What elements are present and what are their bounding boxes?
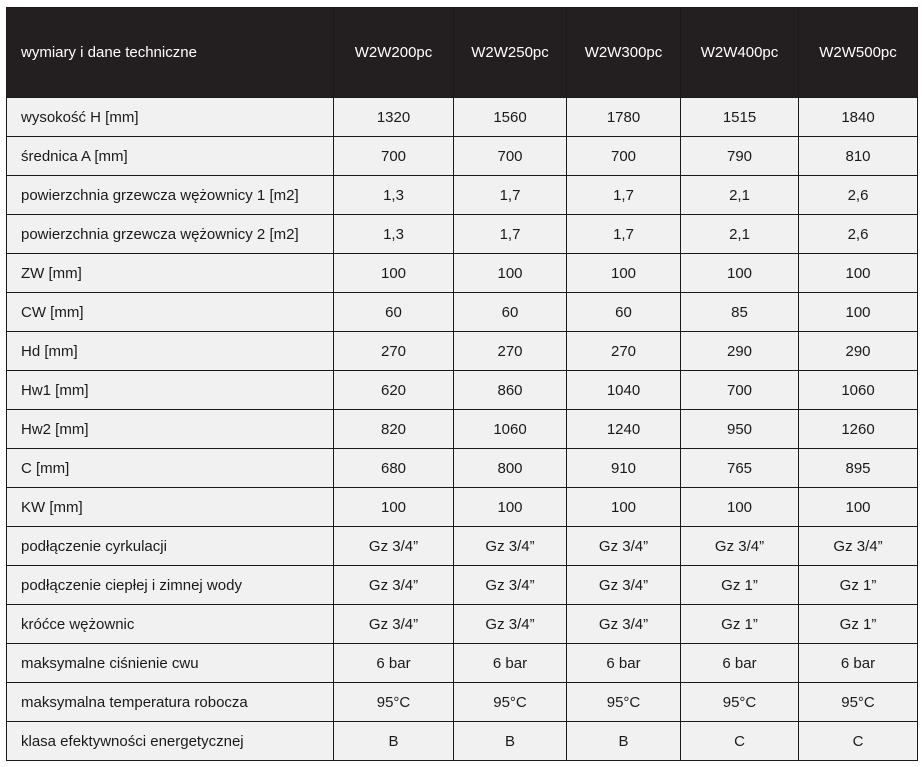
table-cell: 950 (681, 410, 799, 449)
table-cell: 1,7 (454, 176, 567, 215)
table-cell: 100 (799, 488, 918, 527)
header-model: W2W500pc (799, 8, 918, 98)
table-cell: 700 (334, 137, 454, 176)
table-row (7, 137, 918, 176)
table-cell: 2,1 (681, 176, 799, 215)
header-model: W2W300pc (567, 8, 681, 98)
table-cell: 6 bar (334, 644, 454, 683)
table-row (7, 98, 918, 137)
table-cell: 1060 (454, 410, 567, 449)
table-cell: 1,7 (567, 215, 681, 254)
header-model: W2W250pc (454, 8, 567, 98)
table-cell: 1,3 (334, 215, 454, 254)
table-cell: 100 (454, 254, 567, 293)
table-cell: 60 (334, 293, 454, 332)
table-cell: C (799, 722, 918, 761)
table-cell: B (334, 722, 454, 761)
table-row (7, 722, 918, 761)
table-cell: 700 (567, 137, 681, 176)
table-cell: 60 (454, 293, 567, 332)
table-cell: Gz 3/4” (454, 527, 567, 566)
table-cell: 1515 (681, 98, 799, 137)
table-cell: Gz 3/4” (334, 566, 454, 605)
table-cell: 95°C (334, 683, 454, 722)
spec-table (6, 7, 918, 761)
table-cell: 6 bar (799, 644, 918, 683)
table-cell: 2,6 (799, 215, 918, 254)
table-cell: Gz 3/4” (567, 605, 681, 644)
table-cell: 1,7 (454, 215, 567, 254)
table-cell: Gz 1” (681, 566, 799, 605)
row-label: wysokość H [mm] (7, 98, 334, 137)
table-row (7, 488, 918, 527)
table-row (7, 215, 918, 254)
table-cell: C (681, 722, 799, 761)
table-cell: Gz 1” (681, 605, 799, 644)
table-cell: 100 (681, 488, 799, 527)
table-cell: 270 (567, 332, 681, 371)
table-cell: 1780 (567, 98, 681, 137)
row-label: podłączenie cyrkulacji (7, 527, 334, 566)
table-cell: 620 (334, 371, 454, 410)
header-model: W2W200pc (334, 8, 454, 98)
row-label: maksymalne ciśnienie cwu (7, 644, 334, 683)
table-cell: 95°C (681, 683, 799, 722)
table-cell: Gz 1” (799, 605, 918, 644)
table-cell: 100 (567, 488, 681, 527)
table-cell: 95°C (567, 683, 681, 722)
row-label: Hw1 [mm] (7, 371, 334, 410)
row-label: powierzchnia grzewcza wężownicy 2 [m2] (7, 215, 334, 254)
table-cell: Gz 3/4” (567, 527, 681, 566)
table-cell: 910 (567, 449, 681, 488)
table-row (7, 605, 918, 644)
table-cell: 290 (799, 332, 918, 371)
row-label: ZW [mm] (7, 254, 334, 293)
table-body (7, 98, 918, 761)
table-cell: 100 (334, 254, 454, 293)
table-row (7, 566, 918, 605)
table-cell: 2,1 (681, 215, 799, 254)
table-cell: 790 (681, 137, 799, 176)
table-cell: 1,3 (334, 176, 454, 215)
row-label: średnica A [mm] (7, 137, 334, 176)
table-cell: Gz 3/4” (681, 527, 799, 566)
row-label: Hw2 [mm] (7, 410, 334, 449)
row-label: klasa efektywności energetycznej (7, 722, 334, 761)
table-cell: 6 bar (681, 644, 799, 683)
row-label: Hd [mm] (7, 332, 334, 371)
table-cell: 100 (454, 488, 567, 527)
table-cell: 1840 (799, 98, 918, 137)
table-cell: Gz 3/4” (334, 605, 454, 644)
table-cell: 860 (454, 371, 567, 410)
table-cell: 1240 (567, 410, 681, 449)
table-cell: 1060 (799, 371, 918, 410)
table-cell: 100 (799, 293, 918, 332)
table-cell: 800 (454, 449, 567, 488)
table-cell: 85 (681, 293, 799, 332)
table-cell: 810 (799, 137, 918, 176)
table-cell: 820 (334, 410, 454, 449)
table-cell: Gz 3/4” (454, 566, 567, 605)
table-cell: 1320 (334, 98, 454, 137)
row-label: króćce wężownic (7, 605, 334, 644)
table-cell: B (567, 722, 681, 761)
table-row (7, 332, 918, 371)
table-cell: 100 (567, 254, 681, 293)
table-cell: Gz 3/4” (454, 605, 567, 644)
header-row (7, 8, 918, 98)
row-label: podłączenie ciepłej i zimnej wody (7, 566, 334, 605)
table-cell: Gz 3/4” (334, 527, 454, 566)
table-cell: Gz 3/4” (799, 527, 918, 566)
table-cell: 700 (454, 137, 567, 176)
header-label: wymiary i dane techniczne (7, 8, 334, 98)
table-cell: 290 (681, 332, 799, 371)
table-cell: 6 bar (454, 644, 567, 683)
table-cell: 2,6 (799, 176, 918, 215)
table-cell: 100 (334, 488, 454, 527)
table-cell: 100 (681, 254, 799, 293)
row-label: C [mm] (7, 449, 334, 488)
table-row (7, 254, 918, 293)
row-label: powierzchnia grzewcza wężownicy 1 [m2] (7, 176, 334, 215)
table-cell: 1260 (799, 410, 918, 449)
table-row (7, 293, 918, 332)
table-cell: 765 (681, 449, 799, 488)
table-cell: Gz 1” (799, 566, 918, 605)
table-row (7, 527, 918, 566)
table-cell: B (454, 722, 567, 761)
table-row (7, 449, 918, 488)
table-row (7, 683, 918, 722)
table-cell: 6 bar (567, 644, 681, 683)
table-cell: 895 (799, 449, 918, 488)
table-cell: 270 (454, 332, 567, 371)
table-cell: 95°C (799, 683, 918, 722)
table-row (7, 176, 918, 215)
table-row (7, 644, 918, 683)
row-label: KW [mm] (7, 488, 334, 527)
table-cell: 680 (334, 449, 454, 488)
table-cell: 700 (681, 371, 799, 410)
table-row (7, 410, 918, 449)
row-label: CW [mm] (7, 293, 334, 332)
row-label: maksymalna temperatura robocza (7, 683, 334, 722)
table-row (7, 371, 918, 410)
table-cell: 60 (567, 293, 681, 332)
table-cell: 1,7 (567, 176, 681, 215)
table-cell: Gz 3/4” (567, 566, 681, 605)
table-cell: 100 (799, 254, 918, 293)
table-cell: 270 (334, 332, 454, 371)
table-header (7, 8, 918, 98)
header-model: W2W400pc (681, 8, 799, 98)
table-cell: 1040 (567, 371, 681, 410)
table-cell: 95°C (454, 683, 567, 722)
table-cell: 1560 (454, 98, 567, 137)
